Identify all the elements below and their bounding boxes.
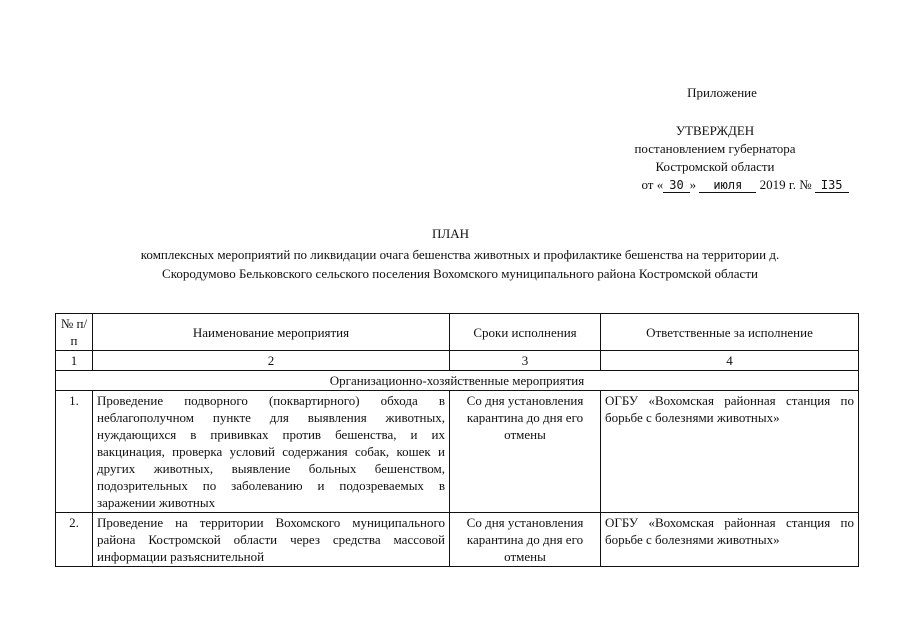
header-term: Сроки исполнения	[450, 314, 601, 351]
decree-number: I35	[815, 178, 849, 193]
row-responsible: ОГБУ «Вохомская районная станция по борьбе с болезнями животных»	[601, 513, 859, 567]
row-term: Со дня установления карантина до дня его отмены	[450, 513, 601, 567]
table-row	[56, 391, 859, 513]
section-title: Организационно-хозяйственные мероприятия	[56, 371, 859, 391]
col-number-2: 2	[93, 351, 450, 371]
header-responsible: Ответственные за исполнение	[601, 314, 859, 351]
approval-block	[560, 122, 870, 194]
plan-table	[55, 313, 859, 567]
appendix-label: Приложение	[687, 85, 757, 100]
header-name: Наименование мероприятия	[93, 314, 450, 351]
plan-title: ПЛАН	[432, 226, 469, 241]
plan-subtitle: комплексных мероприятий по ликвидации очага бешенства животных и профилактике бешенства на территории д. Скородумово Бельковского сельского поселения Вохомского муниципального района Костромской области	[140, 247, 780, 281]
header-number: № п/п	[56, 314, 93, 351]
approval-line-2: Костромской области	[655, 159, 775, 174]
col-number-1: 1	[56, 351, 93, 371]
column-number-row	[56, 351, 859, 371]
table-row	[56, 513, 859, 567]
date-prefix: от «	[641, 177, 664, 192]
row-number: 1.	[56, 391, 93, 513]
col-number-3: 3	[450, 351, 601, 371]
row-name: Проведение на территории Вохомского муниципального района Костромской области через средства массовой информации разъяснительной	[93, 513, 450, 567]
approved-label: УТВЕРЖДЕН	[675, 123, 755, 138]
row-responsible: ОГБУ «Вохомская районная станция по борьбе с болезнями животных»	[601, 391, 859, 513]
date-mid: »	[689, 177, 697, 192]
date-month: июля	[699, 178, 756, 193]
approval-date	[560, 176, 870, 194]
approval-line-1: постановлением губернатора	[634, 141, 796, 156]
col-number-4: 4	[601, 351, 859, 371]
table-header-row	[56, 314, 859, 351]
row-term: Со дня установления карантина до дня его отмены	[450, 391, 601, 513]
row-name: Проведение подворного (поквартирного) обхода в неблагополучном пункте для выявления животных, нуждающихся в прививках против бешенства, и их вакцинация, проверка условий содержания собак, кошек и других животных, выявление больных бешенством, подозрительных по заболеванию и подозреваемых в заражении животных	[93, 391, 450, 513]
date-year: 2019 г. №	[759, 177, 812, 192]
date-day: 30	[663, 178, 689, 193]
section-row	[56, 371, 859, 391]
row-number: 2.	[56, 513, 93, 567]
